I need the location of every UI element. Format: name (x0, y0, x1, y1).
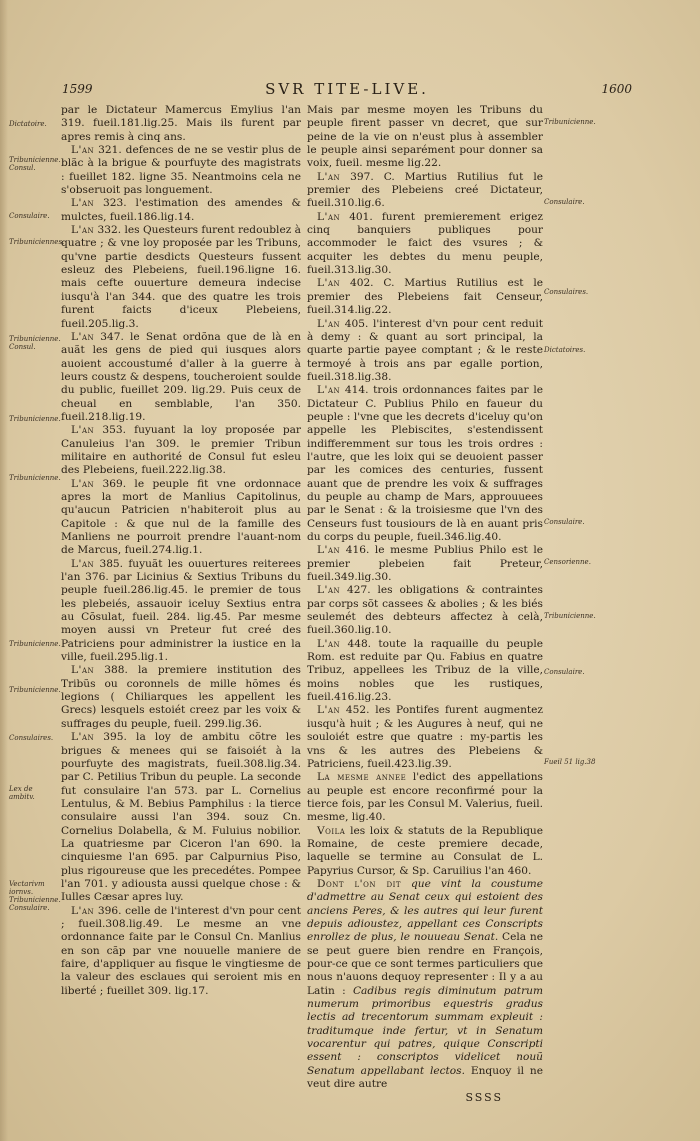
right-column (307, 104, 543, 1105)
paragraph-text: 395. la loy de ambitu cõtre les brigues & menees qui se faisoiét à la pourfuyte des magistrats, fueil.308.lig.34. par C. Petilius Tribun du peuple. La seconde fut consulaire l'an 573. par L. Cornelius Lentulus, & M. Bebius Pamphilus : la tierce consulaire aussi l'an 394. souz Cn. Cornelius Dolabella, & M. Fuluius nobilior. La quatriesme par Ciceron l'an 690. la cinquiesme l'an 695. par Calpurnius Piso, plus rigoureuse que les precedétes. Pompee l'an 701. y adiousta aussi quelque chose : & Iulles Cæsar apres luy. (61, 731, 301, 904)
paragraph (61, 197, 301, 224)
margin-note: Consulaire. (544, 198, 585, 206)
page-number-right: 1600 (601, 82, 632, 96)
paragraph (307, 704, 543, 771)
paragraph (307, 277, 543, 317)
paragraph (61, 144, 301, 197)
paragraph-text: 416. le mesme Publius Philo est le premier plebeien fait Preteur, fueil.349.lig.30. (307, 544, 543, 584)
paragraph-text: l'edict des appellations au peuple est encore reconfirmé pour la tierce fois, par les Consul M. Valerius, fueil. mesme, lig.40. (307, 771, 543, 824)
paragraph-text: 385. fuyuãt les ouuertures reiterees l'an 376. par Licinius & Sextius Tribuns du peuple fueil.286.lig.45. le premier de tous les plebeiés, assauoir iceluy Sextius entra au Cõsulat, fueil. 284. lig.45. Par mesme moyen aussi vn Preteur fut creé des Patriciens pour administrer la iustice en la ville, fueil.295.lig.1. (61, 557, 301, 664)
paragraph (61, 905, 301, 998)
paragraph-text: 353. fuyuant la loy proposée par Canuleius l'an 309. le premier Tribun militaire en authorité de Consul fut esleu des Plebeiens, fueil.222.lig.38. (61, 424, 301, 477)
paragraph-text: Mais par mesme moyen les Tribuns du peuple firent passer vn decret, que sur peine de la vie on n'eust plus à assembler le peuple ainsi separément pour donner sa voix, fueil. mesme lig.22. (307, 104, 543, 170)
paragraph-text: 323. l'estimation des amendes & mulctes, fueil.186.lig.14. (61, 197, 301, 223)
margin-note: Consulaires. (9, 734, 54, 742)
margin-note: Lex de ambitv. (9, 785, 35, 801)
paragraph-lead: L'an (71, 197, 95, 210)
paragraph (61, 224, 301, 331)
paragraph (61, 478, 301, 558)
paragraph-text: 321. defences de ne se vestir plus de blãc à la brigue & pourfuyte des magistrats : fueillet 182. ligne 35. Neantmoins cela ne s'obseruoit pas longuement. (61, 144, 301, 197)
paragraph (307, 878, 543, 1092)
paragraph-lead: L'an (71, 664, 95, 677)
margin-note: Consulaire. (544, 518, 585, 526)
paragraph-lead: Dont l'on dit (317, 877, 401, 890)
paragraph-italic: Cadibus regis diminutum patrum numerum primoribus equestris gradus lectis ad trecentorum summam expleuit : traditumque inde fertur, vt in Senatum vocarentur qui patres, quique Conscripti essent : conscriptos videlicet nouũ Senatum appellabant lectos. (307, 984, 543, 1077)
paragraph-text: 452. les Pontifes furent augmentez iusqu'à huit ; & les Augures à neuf, qui ne souloiét estre que quatre : my-partis les vns & les autres des Plebeiens & Patriciens, fueil.423.lig.39. (307, 704, 543, 770)
paragraph (61, 424, 301, 477)
paragraph-lead: L'an (71, 224, 95, 237)
paragraph-lead: L'an (71, 731, 95, 744)
margin-note: Consulaire. (544, 668, 585, 676)
paragraph-lead: L'an (317, 544, 341, 557)
paragraph-lead: L'an (317, 170, 341, 183)
margin-note: Tribunicienne. Consul. (9, 335, 61, 351)
margin-note: Tribunicienne. (9, 474, 61, 482)
paragraph-text: 427. les obligations & contraintes par corps sõt cassees & abolies ; & les biés seulemét des debteurs affectez à celà, fueil.360.lig.10. (307, 584, 543, 637)
paragraph (307, 171, 543, 211)
paragraph (307, 771, 543, 824)
paragraph (307, 544, 543, 584)
paragraph (61, 104, 301, 144)
page-header (62, 80, 632, 102)
paragraph-text: 396. celle de l'interest d'vn pour cent ; fueil.308.lig.49. Le mesme an vne ordonnance faite par le Consul Cn. Manlius en son cãp par vne nouuelle maniere de faire, d'appliquer au fisque le vingtiesme de la valeur des esclaues qui seroient mis en liberté ; fueillet 309. lig.17. (61, 904, 301, 997)
running-head: SVR TITE-LIVE. (265, 80, 429, 98)
paragraph-text: 332. les Questeurs furent redoublez à quatre ; & vne loy proposée par les Tribuns, qu'vne partie desdicts Questeurs fussent esleuz des Plebeiens, fueil.196.ligne 16. mais cefte ouuerture demeura indecise iusqu'à l'an 344. que des quatre les trois furent faicts d'iceux Plebeiens, fueil.205.lig.3. (61, 224, 301, 330)
paragraph-lead: L'an (71, 557, 95, 570)
margin-note: Tribuniciennes. (9, 238, 65, 246)
left-column (61, 104, 301, 998)
paragraph-lead: L'an (71, 144, 95, 157)
paragraph (307, 211, 543, 278)
paragraph (307, 104, 543, 171)
page-fold-shadow (0, 0, 8, 1141)
paragraph-text: 414. trois ordonnances faites par le Dictateur C. Publius Philo en faueur du peuple : l'vne que les decrets d'iceluy qu'on appelle les Plebiscites, s'estendissent indifferemment sur tous les trois ordres : l'autre, que les loix qui se deuoient passer par les comices des centuries, fussent auant que de prendre les voix & suffrages du peuple au champ de Mars, approuuees par le Senat : & la troisiesme que l'vn des Censeurs fust tousiours de là en auant pris du corps du peuple, fueil.346.lig.40. (307, 384, 543, 543)
paragraph-text: 405. l'interest d'vn pour cent reduit à demy : & quant au sort principal, la quarte partie payee comptant ; & le reste termoyé à trois ans par egalle portion, fueil.318.lig.38. (307, 317, 543, 383)
paragraph-lead: Voila (317, 824, 346, 837)
margin-note: Censorienne. (544, 558, 591, 566)
paragraph-lead: L'an (317, 384, 341, 397)
margin-note: Fueil 51 lig.38 (544, 758, 596, 766)
paragraph-lead: L'an (317, 637, 341, 650)
margin-note: Tribunicienne. (9, 686, 61, 694)
margin-note: Dictatoire. (9, 120, 47, 128)
paragraph-lead: L'an (71, 424, 95, 437)
margin-note: Tribunicienne. (9, 415, 61, 423)
paragraph-text: Enquoy il ne veut dire autre (307, 1064, 543, 1091)
paragraph (61, 331, 301, 424)
paragraph (307, 318, 543, 385)
margin-note: Consulaire. (9, 212, 50, 220)
paragraph-lead: L'an (71, 904, 95, 917)
paragraph-text: 397. C. Martius Rutilius fut le premier des Plebeiens creé Dictateur, fueil.310.lig.6. (307, 170, 543, 210)
paragraph-lead: L'an (317, 584, 341, 597)
paragraph-lead: L'an (317, 704, 341, 717)
paragraph-lead: La mesme annee (317, 771, 407, 784)
paragraph-lead: L'an (317, 317, 341, 330)
margin-note: Tribunicienne. (544, 118, 596, 126)
margin-note: Tribunicienne. (9, 640, 61, 648)
margin-note: Consulaires. (544, 288, 589, 296)
paragraph-lead: L'an (71, 477, 95, 490)
paragraph (61, 558, 301, 665)
paragraph-text: 347. le Senat ordõna que de là en auãt les gens de pied qui iusques alors auoient accoustumé d'aller à la guerre à leurs coustz & despens, toucheroient soulde du public, fueillet 209. lig.29. Puis ceux de cheual en semblable, l'an 350. fueil.218.lig.19. (61, 330, 301, 423)
paragraph (307, 584, 543, 637)
paragraph-text: 388. la premiere institution des Tribũs ou coronnels de mille hõmes és legions ( Chiliarques les appellent les Grecs) lesquels estoiét creez par les voix & suffrages du peuple, fueil. 299.lig.36. (61, 664, 301, 730)
margin-note: Tribunicienne. Consul. (9, 156, 61, 172)
paragraph-text: 369. le peuple fit vne ordonnace apres la mort de Manlius Capitolinus, qu'aucun Patricien n'habiteroit plus au Capitole : & que nul de la famille des Manliens ne pourroit prendre l'auant-nom de Marcus, fueil.274.lig.1. (61, 477, 301, 557)
margin-note: Dictatoires. (544, 346, 586, 354)
paragraph-italic: que vint la coustume d'admettre au Senat ceux qui estoient des anciens Peres, & les autres qui leur furent depuis adioustez, appellant ces Conscripts enrollez de plus, le nouueau Senat. (307, 877, 543, 944)
paragraph (61, 664, 301, 731)
paragraph-text: 402. C. Martius Rutilius est le premier des Plebeiens fait Censeur, fueil.314.lig.22. (307, 277, 543, 317)
margin-note: Vectarivm iornvs. Tribunicienne. Consulaire. (9, 880, 61, 912)
paragraph-text: par le Dictateur Mamercus Emylius l'an 319. fueil.181.lig.25. Mais ils furent par apres remis à cinq ans. (61, 104, 301, 143)
paragraph-lead: L'an (317, 210, 341, 223)
paragraph (307, 384, 543, 544)
paragraph-text: Cela ne se peut guere bien rendre en François, pour-ce que ce sont termes particuliers que nous n'auons dequoy representer : Il y a au Latin : (307, 931, 543, 997)
margin-note: Tribunicienne. (544, 612, 596, 620)
paragraph-lead: L'an (317, 277, 341, 290)
paragraph (61, 731, 301, 904)
paragraph-text: 448. toute la raquaille du peuple Rom. est reduite par Qu. Fabius en quatre Tribuz, appellees les Tribuz de la ville, moins nobles que les rustiques, fueil.416.lig.23. (307, 637, 543, 704)
signature-mark: SSSS (465, 1091, 503, 1105)
paragraph-lead: L'an (71, 330, 95, 343)
page-number-left: 1599 (62, 82, 93, 96)
paragraph-text: les loix & statuts de la Republique Romaine, de ceste premiere decade, laquelle se termine au Consulat de L. Papyrius Cursor, & Sp. Caruilius l'an 460. (307, 824, 543, 877)
paragraph (307, 638, 543, 705)
paragraph (307, 825, 543, 878)
paragraph-text: 401. furent premierement erigez cinq banquiers publiques pour accommoder le faict des vsures ; & acquiter les debtes du menu peuple, fueil.313.lig.30. (307, 210, 543, 277)
